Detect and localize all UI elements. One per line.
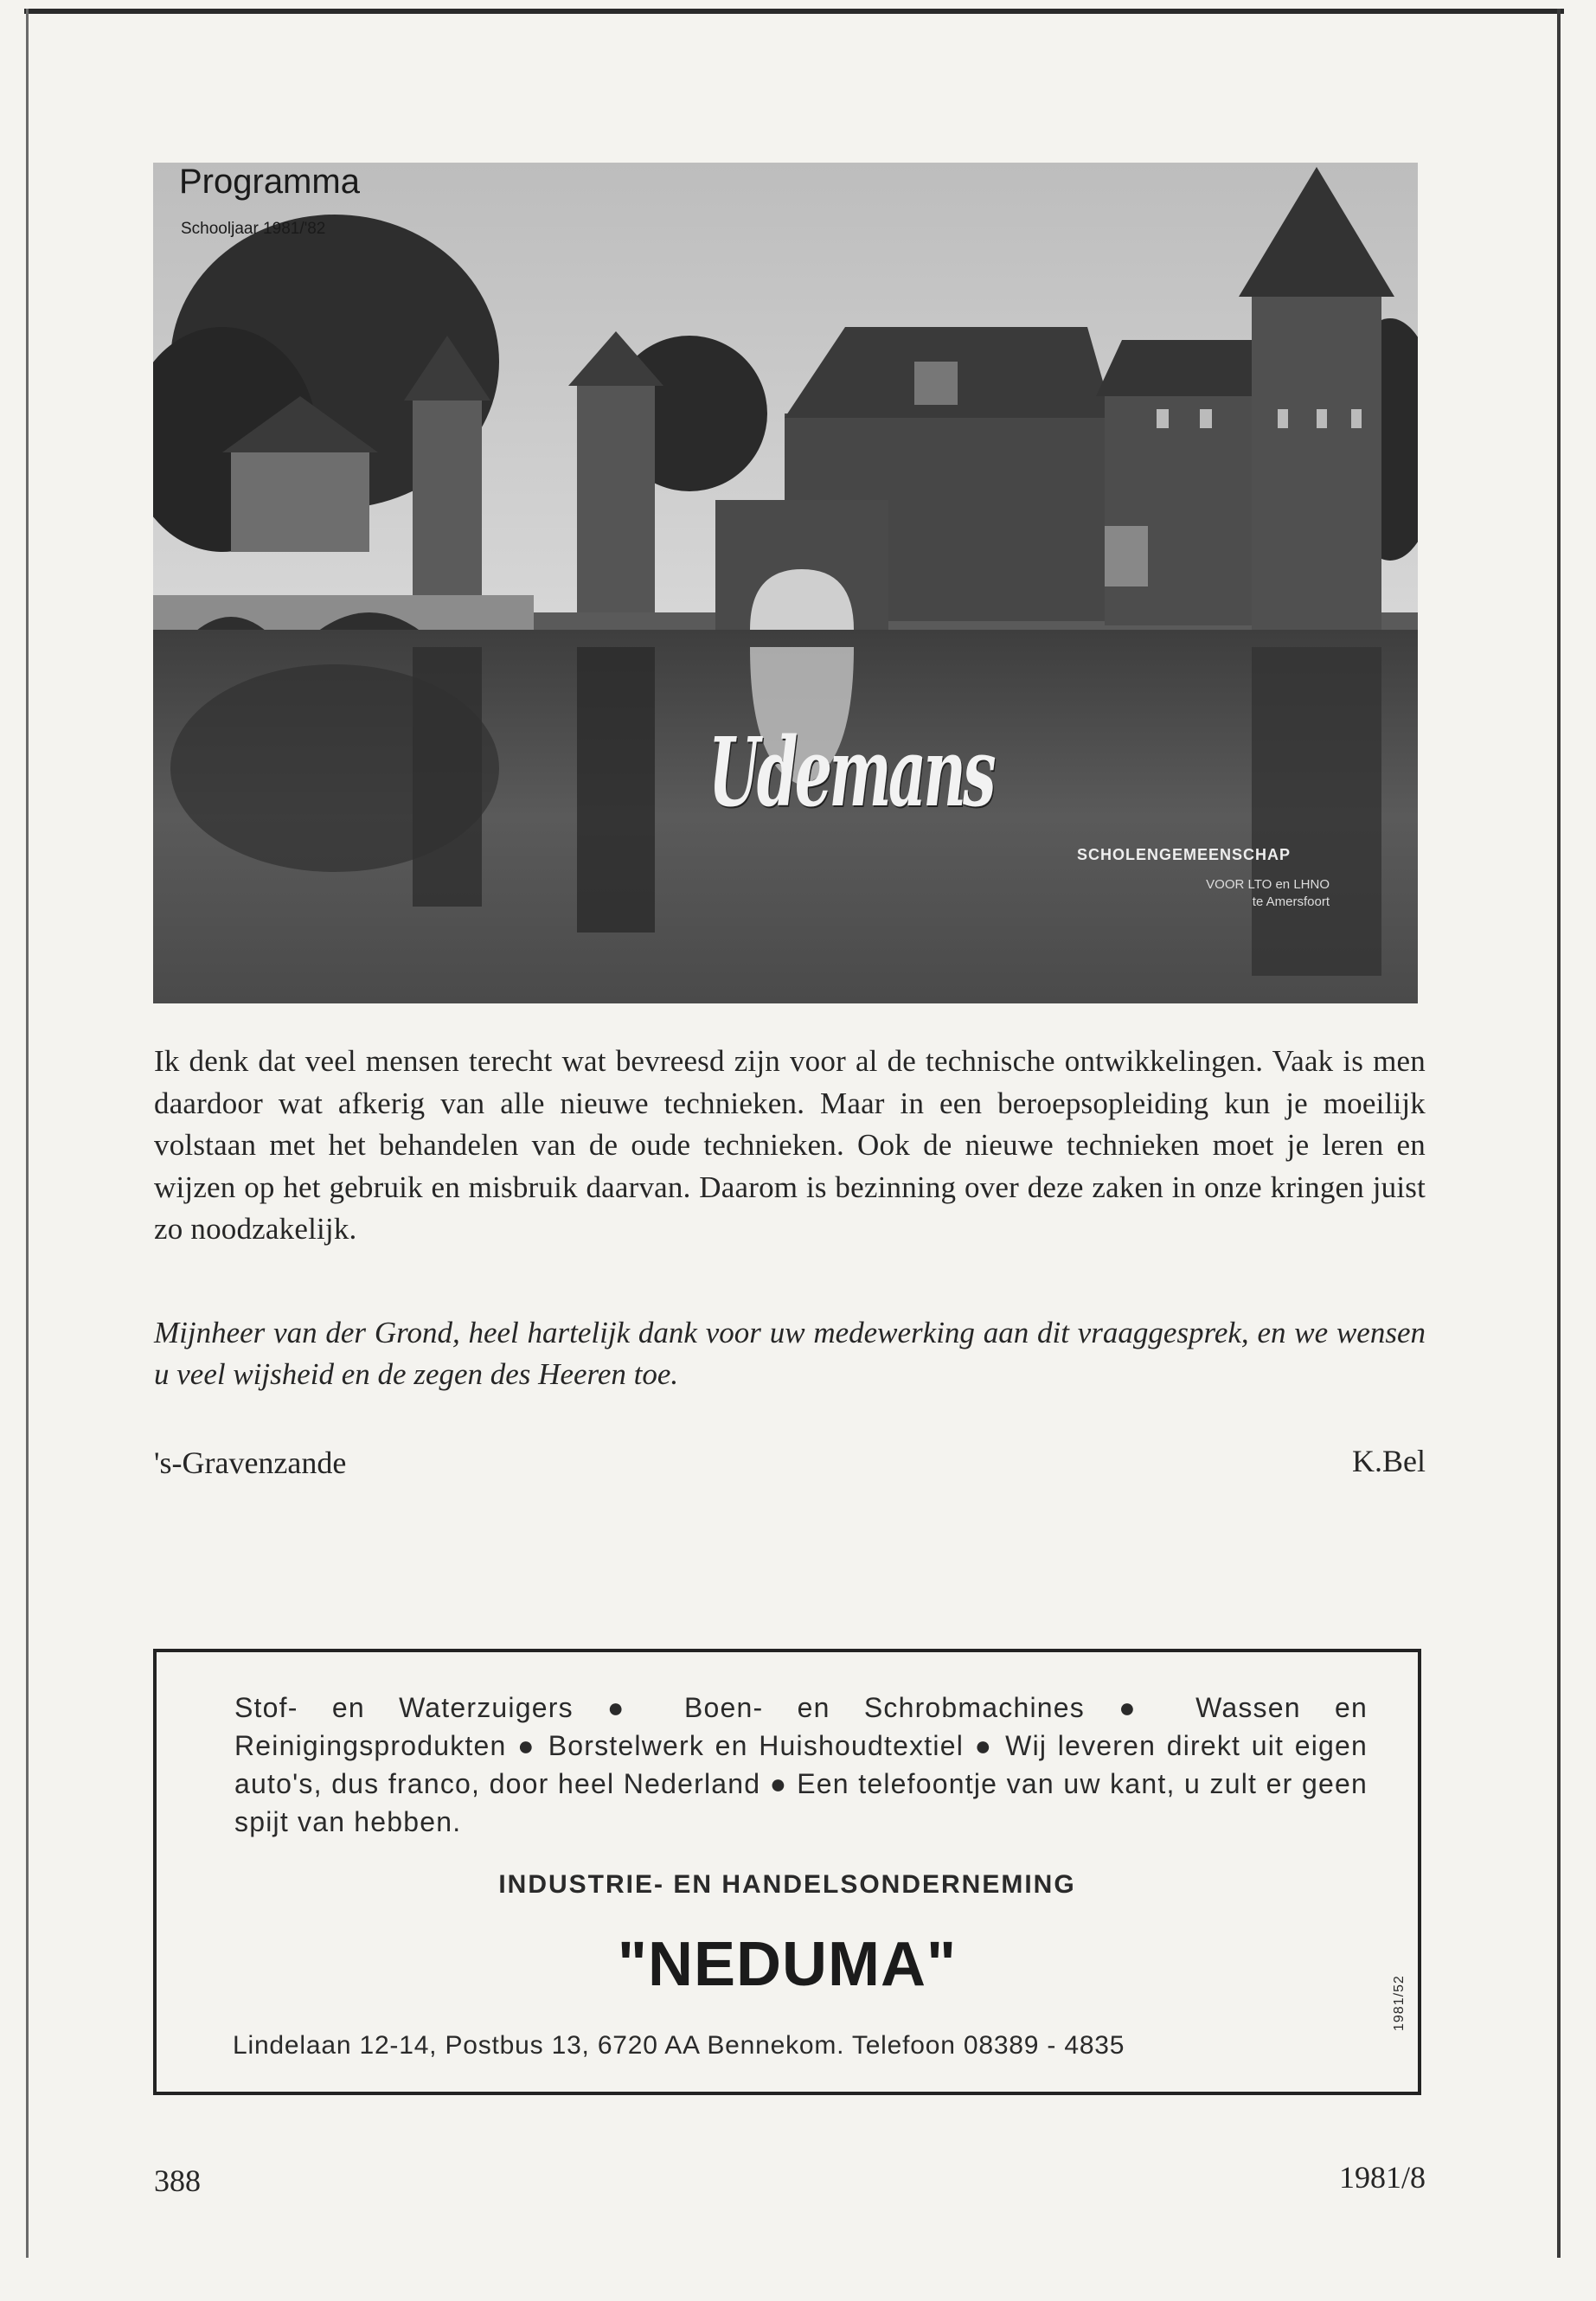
page-left-rule [26,9,29,2258]
article-closing: Mijnheer van der Grond, heel hartelijk dank voor uw medewerking aan dit vraaggesprek, en we wensen u veel wijsheid en de zegen des Heeren toe. [154,1316,1426,1391]
school-advertisement-photo [153,163,1418,1003]
school-type-label: SCHOLENGEMEENSCHAP [1077,846,1292,863]
neduma-advertisement [153,1649,1421,2095]
company-type: INDUSTRIE- EN HANDELSONDERNEMING [498,1870,1076,1899]
advertisement-code: 1981/52 [1392,1975,1407,2031]
school-year-subtitle: Schooljaar 1981/'82 [181,220,326,238]
company-name: "NEDUMA" [617,1930,958,1999]
article-author: K.Bel [1352,1444,1426,1478]
page-number: 388 [154,2163,201,2198]
advertisement-text: Stof- en Waterzuigers ● Boen- en Schrobmachines ● Wassen en Reinigingsprodukten ● Borstelwerk en Huishoudtextiel ● Wij leveren direkt uit eigen auto's, dus franco, door heel Nederland ● Een telefoontje van uw kant, u zult er geen spijt van hebben. [234,1692,1368,1837]
page-right-rule [1557,9,1561,2258]
school-education-label: VOOR LTO en LHNO [1206,877,1330,892]
program-title: Programma [179,163,360,201]
school-brand-logo: Udemans [708,716,993,828]
page-top-rule [24,9,1564,14]
article-place: 's-Gravenzande [154,1445,347,1480]
issue-number: 1981/8 [1338,2160,1426,2195]
company-address: Lindelaan 12-14, Postbus 13, 6720 AA Bennekom. Telefoon 08389 - 4835 [233,2031,1125,2060]
school-location-label: te Amersfoort [1252,894,1330,909]
article-paragraph: Ik denk dat veel mensen terecht wat bevreesd zijn voor al de technische ontwikkelingen. Vaak is men daardoor wat afkerig van alle nieuwe technieken. Maar in een beroepsopleiding kun je moeilijk volstaan met het behandelen van de oude technieken. Ook de nieuwe technieken moet je leren en wijzen op het gebruik en misbruik daarvan. Daarom is bezinning over deze zaken in onze kringen juist zo noodzakelijk. [154,1044,1426,1246]
